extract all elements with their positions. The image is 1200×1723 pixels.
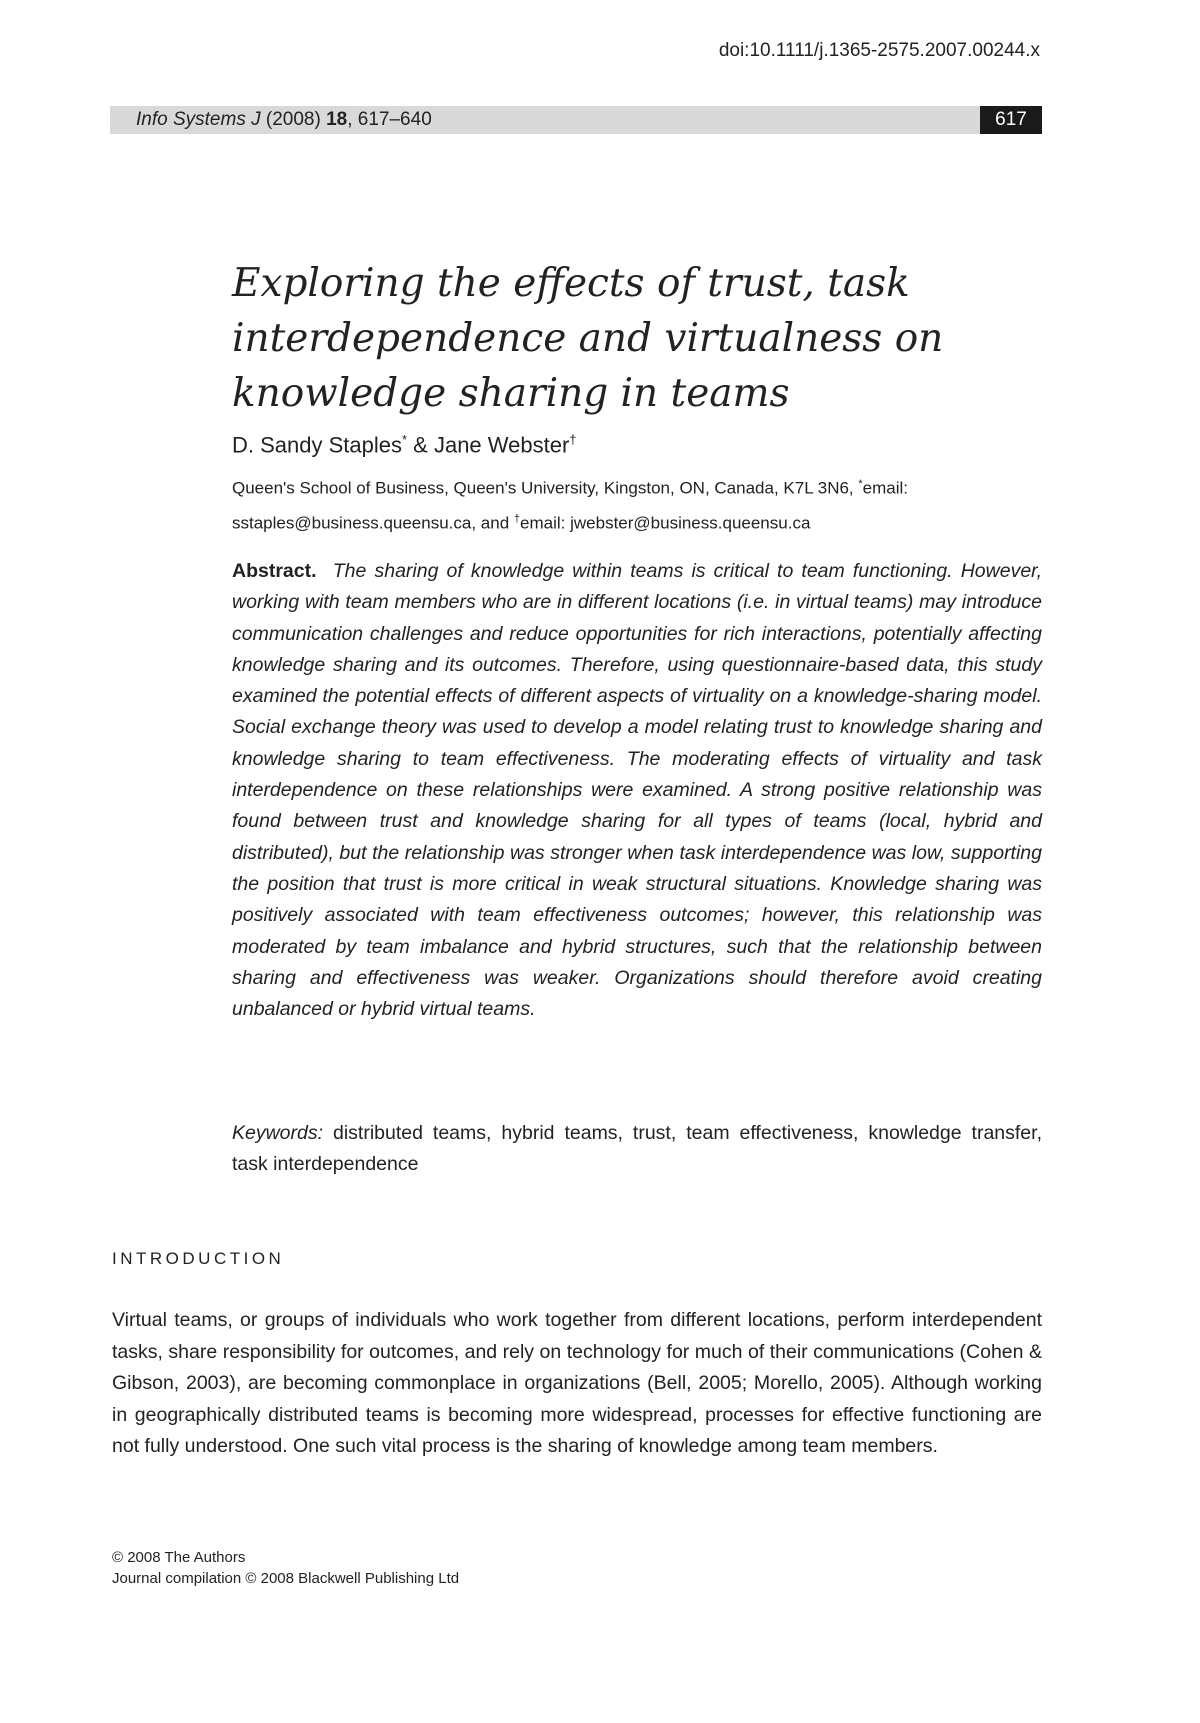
affiliation [232,469,1044,538]
author-mark: * [401,432,408,447]
body-paragraph: Virtual teams, or groups of individuals who work together from different locations, perform interdependent tasks, share responsibility for outcomes, and rely on technology for much of their communications (Cohen & Gibson, 2003), are becoming commonplace in organizations (Bell, 2005; Morello, 2005). Although working in geographically distributed teams is becoming more widespread, processes for effective functioning are not fully understood. One such vital process is the sharing of knowledge among team members. [112,1309,1042,1457]
affiliation-joiner: , and [471,513,514,533]
abstract-text: The sharing of knowledge within teams is critical to team functioning. However, working with team members who are in different locations (i.e. in virtual teams) may introduce communication challenges and reduce opportunities for rich interactions, potentially affecting knowledge sharing and its outcomes. Therefore, using questionnaire-based data, this study examined the potential effects of different aspects of virtuality on a knowledge-sharing model. Social exchange theory was used to develop a model relating trust to knowledge sharing and knowledge sharing to team effectiveness. The moderating effects of virtuality and task interdependence on these relationships were examined. A strong positive relationship was found between trust and knowledge sharing for all types of teams (local, hybrid and distributed), but the relationship was stronger when task interdependence was low, supporting the position that trust is more critical in weak structural situations. Knowledge sharing was positively associated with team effectiveness outcomes; however, this relationship was moderated by team imbalance and hybrid structures, such that the relationship between sharing and effectiveness was weaker. Organizations should therefore avoid creating unbalanced or hybrid virtual teams. [232,560,1042,1021]
author-joiner: & [407,432,434,458]
abstract-label: Abstract. [232,560,317,582]
keywords [232,1118,1042,1180]
keywords-text: distributed teams, hybrid teams, trust, team effectiveness, knowledge transfer, task interdependence [232,1122,1042,1175]
article-title: Exploring the effects of trust, task interdependence and virtualness on knowledge sharing in teams [232,261,944,416]
abstract [232,556,1042,1025]
journal-name: Info Systems J [136,109,261,130]
email-address: sstaples@business.queensu.ca [232,513,472,533]
email-address: jwebster@business.queensu.ca [570,513,811,533]
journal-volume: 18 [326,109,348,130]
copyright-footer [112,1547,459,1589]
journal-pages: , 617–640 [347,109,432,130]
journal-year: (2008) [265,109,321,130]
journal-citation [136,109,432,131]
author-mark: † [569,432,577,447]
keywords-label: Keywords: [232,1122,324,1144]
running-header [110,106,1040,134]
doi: doi:10.1111/j.1365-2575.2007.00244.x [718,40,1040,61]
author-name: Jane Webster [433,432,570,458]
copyright-line: © 2008 The Authors [112,1549,246,1566]
affiliation-mark: * [858,478,863,490]
author-list [232,432,577,458]
affiliation-mark: † [513,512,521,525]
email-label: email: [520,513,571,533]
section-heading: INTRODUCTION [112,1249,285,1268]
page-number: 617 [980,106,1042,134]
affiliation-text: Queen's School of Business, Queen's University, Kingston, ON, Canada, K7L 3N6, [232,478,859,498]
email-label: email: [862,478,909,498]
author-name: D. Sandy Staples [232,432,402,458]
copyright-line: Journal compilation © 2008 Blackwell Publishing Ltd [112,1570,460,1587]
